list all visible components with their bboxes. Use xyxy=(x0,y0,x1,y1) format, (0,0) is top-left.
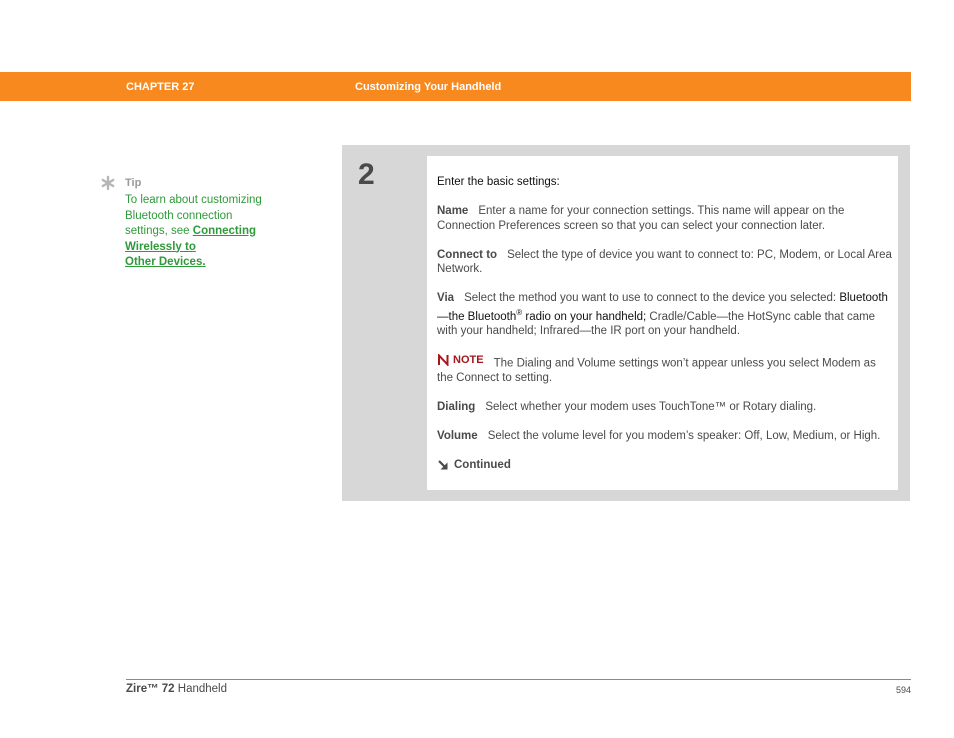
setting-desc: Select the method you want to use to connect to the device you selected: xyxy=(464,292,840,304)
page-number: 594 xyxy=(895,685,911,695)
arrow-down-right-icon xyxy=(437,459,450,471)
note-icon xyxy=(437,354,450,366)
setting-term: Name xyxy=(437,205,469,217)
step-intro: Enter the basic settings: xyxy=(437,176,560,188)
note-label: NOTE xyxy=(437,353,484,368)
setting-desc: Select whether your modem uses TouchTone™ or Rotary dialing. xyxy=(485,400,817,413)
setting-connect-to xyxy=(437,248,892,277)
setting-via: Via Select the method you want to use to connect to the device you selected: Bluetooth—the Bluetooth® radio on your handheld; Cradle/Cable—the HotSync cable that came with your handheld; Infrared—the IR port on your handheld. xyxy=(437,292,888,337)
step-number: 2 xyxy=(358,158,375,191)
tip-label: Tip xyxy=(125,177,142,189)
setting-desc: Select the volume level for you modem’s speaker: Off, Low, Medium, or High. xyxy=(487,429,881,442)
setting-term: Dialing xyxy=(437,400,476,413)
continued-link[interactable]: Continued xyxy=(437,458,511,473)
footer-product: Zire™ 72 Handheld xyxy=(126,683,228,695)
tip-body: To learn about customizing Bluetooth connection settings, see xyxy=(125,194,262,237)
setting-term: Volume xyxy=(437,429,478,442)
footer-rule xyxy=(126,679,911,680)
tip-text xyxy=(125,193,275,271)
setting-term: Connect to xyxy=(437,248,498,261)
note-paragraph xyxy=(437,353,892,385)
setting-dialing xyxy=(437,400,892,415)
chapter-label: CHAPTER 27 xyxy=(126,81,195,93)
asterisk-icon xyxy=(100,175,116,191)
setting-term: Via xyxy=(437,292,455,304)
setting-name xyxy=(437,204,892,233)
setting-volume xyxy=(437,429,892,444)
continued-row xyxy=(437,458,892,476)
setting-desc: Enter a name for your connection settings. This name will appear on the Connection Preferences screen so that you can select your connection later. xyxy=(437,205,845,232)
section-title: Customizing Your Handheld xyxy=(355,81,502,93)
note-text: The Dialing and Volume settings won’t appear unless you select Modem as the Connect to setting. xyxy=(437,357,876,384)
connecting-wirelessly-link[interactable]: Connecting Wirelessly to Other Devices. xyxy=(125,225,257,268)
step-body xyxy=(437,175,892,475)
setting-desc: Select the type of device you want to connect to: PC, Modem, or Local Area Network. xyxy=(437,248,892,275)
